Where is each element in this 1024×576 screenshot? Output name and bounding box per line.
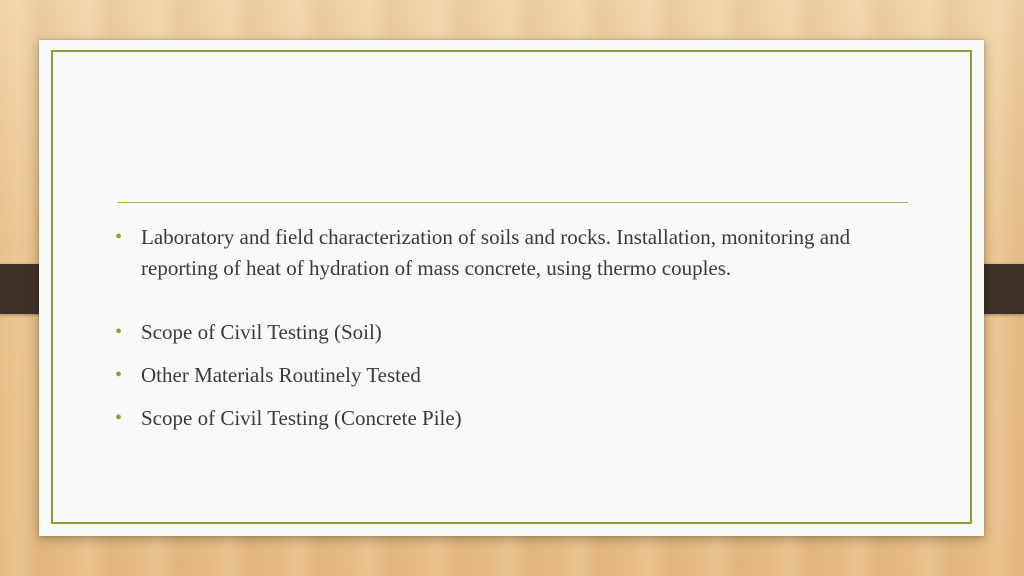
bullet-icon: • xyxy=(115,321,123,343)
bullet-item xyxy=(115,222,861,284)
bullet-icon: • xyxy=(115,226,123,248)
bullet-item xyxy=(115,317,861,348)
bullet-list xyxy=(115,222,861,434)
bullet-text: Scope of Civil Testing (Soil) xyxy=(141,320,382,344)
bullet-icon: • xyxy=(115,364,123,386)
bullet-item xyxy=(115,360,861,391)
bullet-text: Other Materials Routinely Tested xyxy=(141,363,421,387)
bullet-text: Laboratory and field characterization of soils and rocks. Installation, monitoring and reporting of heat of hydration of mass concrete, using thermo couples. xyxy=(141,225,851,280)
bullet-text: Scope of Civil Testing (Concrete Pile) xyxy=(141,406,462,430)
bullet-item xyxy=(115,403,861,434)
slide-card xyxy=(39,40,984,536)
slide-content xyxy=(115,222,861,434)
bullet-icon: • xyxy=(115,407,123,429)
title-divider xyxy=(117,202,908,203)
